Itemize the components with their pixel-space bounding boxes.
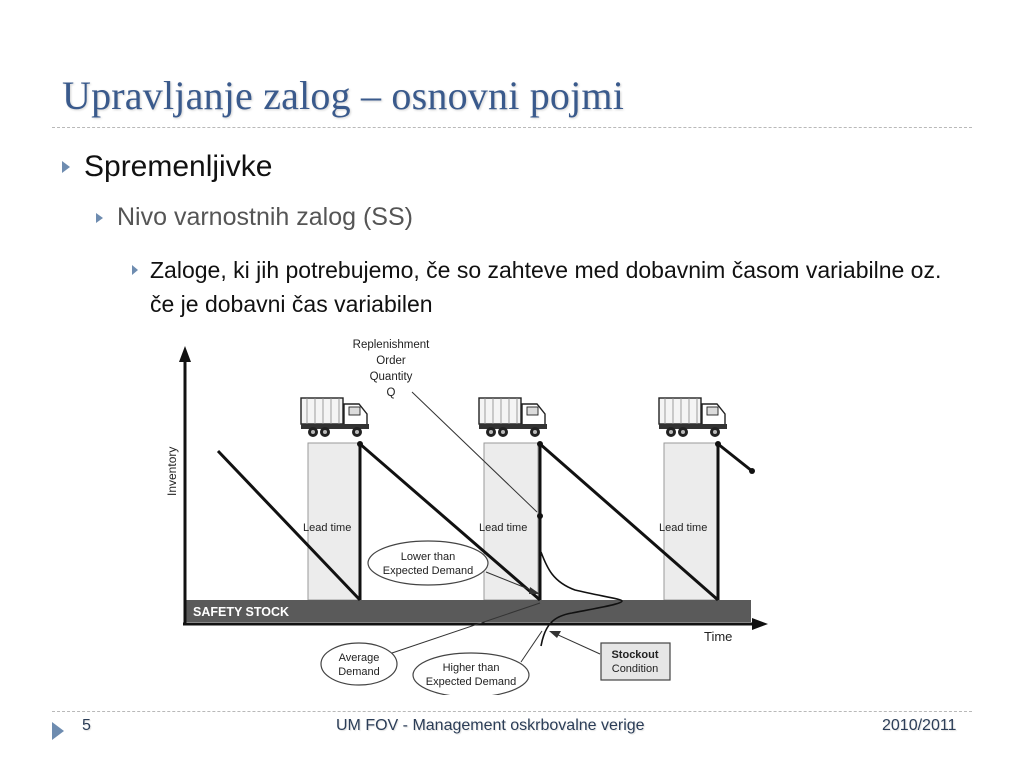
- lower-demand-label: Lower than: [400, 551, 456, 563]
- average-demand-label: Average: [338, 652, 380, 664]
- footer-arrow-icon: [52, 722, 64, 740]
- replenishment-label: [353, 339, 431, 399]
- average-demand-label: Demand: [338, 666, 380, 678]
- bullet-level-3: [132, 253, 962, 321]
- reorder-point: [715, 441, 721, 447]
- reorder-point: [537, 441, 543, 447]
- higher-demand-ellipse: [413, 653, 529, 695]
- truck-icon: [659, 398, 727, 437]
- higher-demand-label: Expected Demand: [425, 676, 517, 688]
- svg-text:Replenishment: Replenishment: [352, 339, 430, 351]
- truck-icon: [479, 398, 547, 437]
- lower-demand-label: Expected Demand: [382, 565, 474, 577]
- lead-time-label: Lead time: [659, 522, 708, 534]
- reorder-point: [537, 513, 543, 519]
- footer-title: UM FOV - Management oskrbovalne verige: [336, 717, 645, 734]
- bullet-level-2: [96, 203, 413, 232]
- lead-time-label: Lead time: [479, 522, 528, 534]
- bullet-level-1: [62, 150, 272, 184]
- stockout-label: Condition: [611, 663, 659, 675]
- footer-divider: [52, 711, 972, 712]
- y-axis-label: Inventory: [165, 446, 179, 496]
- svg-text:Q: Q: [386, 387, 396, 399]
- lower-demand-ellipse: [368, 541, 488, 585]
- bullet-text: Spremenljivke: [84, 150, 273, 183]
- page-number: 5: [82, 717, 91, 734]
- title-divider: [52, 127, 972, 128]
- svg-text:Quantity: Quantity: [369, 371, 413, 383]
- bullet-text: Zaloge, ki jih potrebujemo, če so zahteve med dobavnim časom variabilne oz. če je dobavni čas variabilen: [150, 257, 942, 317]
- stockout-label: Stockout: [611, 649, 659, 661]
- bullet-arrow-icon: [132, 265, 138, 275]
- x-axis-label: Time: [704, 629, 733, 644]
- bullet-text: Nivo varnostnih zalog (SS): [117, 203, 413, 231]
- bullet-arrow-icon: [96, 213, 103, 223]
- footer-year: 2010/2011: [882, 717, 957, 734]
- y-axis-arrow-icon: [179, 346, 191, 362]
- bullet-arrow-icon: [62, 161, 70, 173]
- svg-text:Order: Order: [376, 355, 406, 367]
- safety-stock-label: SAFETY STOCK: [193, 605, 290, 619]
- slide-title: Upravljanje zalog – osnovni pojmi: [62, 73, 625, 118]
- safety-stock-diagram: [150, 330, 770, 695]
- x-axis-arrow-icon: [752, 618, 768, 630]
- higher-demand-label: Higher than: [442, 662, 500, 674]
- average-demand-ellipse: [321, 643, 397, 685]
- reorder-point: [357, 441, 363, 447]
- lead-time-label: Lead time: [303, 522, 352, 534]
- end-point: [749, 468, 755, 474]
- truck-icon: [301, 398, 369, 437]
